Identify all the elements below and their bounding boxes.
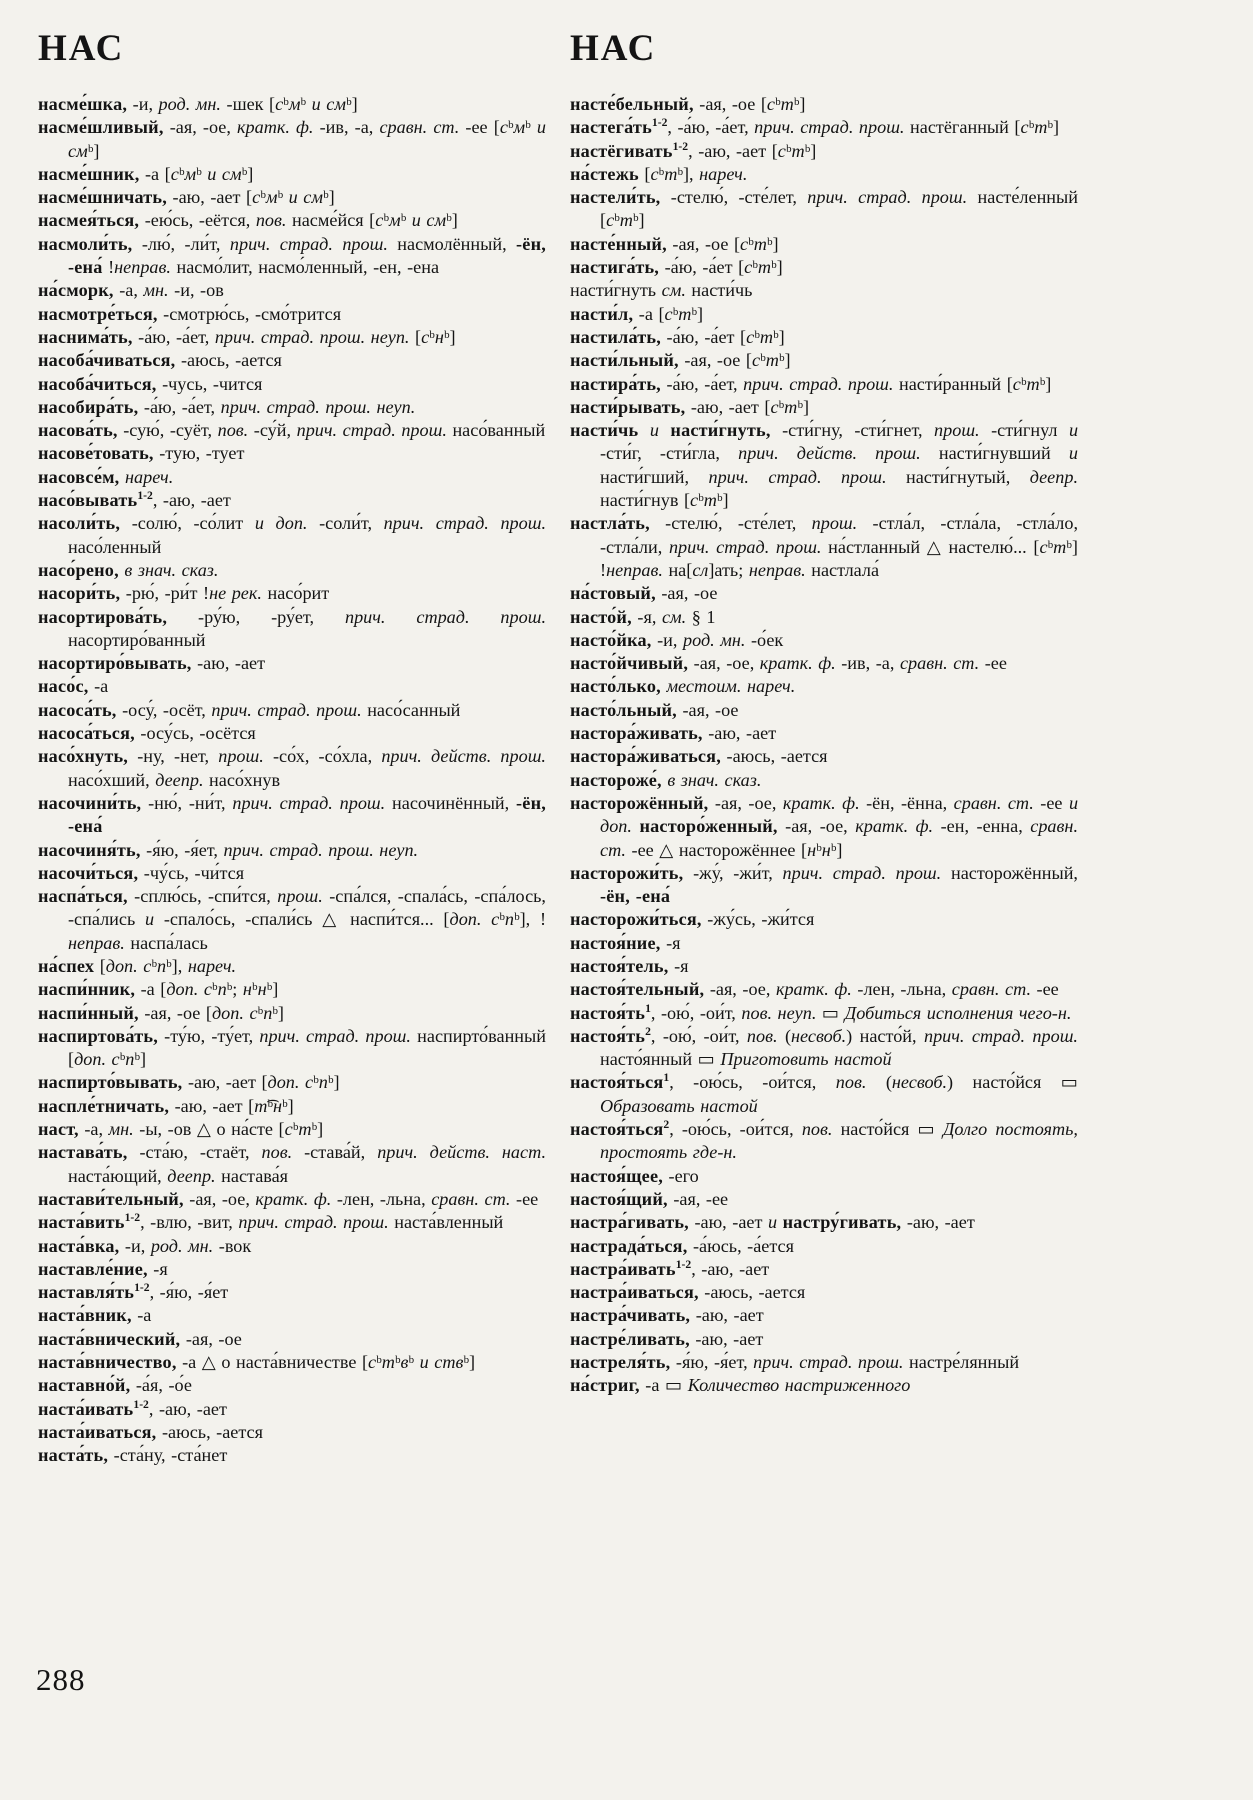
dictionary-entry: насто́льный, -ая, -ое (570, 699, 739, 720)
dictionary-entry: наспле́тничать, -аю, -ает [т͡ᵇнᵇ] (38, 1095, 294, 1116)
dictionary-entry: настава́ть, -ста́ю, -стаёт, пов. -става́й, прич. действ. наст. наста́ющий, деепр. настава́я (38, 1142, 546, 1186)
dictionary-entry: настоя́ться$^1$, -ою́сь, -ои́тся, пов. (несвоб.) насто́йся ▭ Образовать настой (570, 1071, 1078, 1116)
dictionary-entry: настоя́ние, -я (570, 932, 681, 953)
dictionary-entry: настла́ть, -стелю́, -сте́лет, прош. -стла́л, -стла́ла, -стла́ло, -стла́ли, прич. страд. прош. на́стланный △ настелю́... [сᵇтᵇ] !неправ. на[сл]ать; неправ. настлала́ (570, 513, 1078, 580)
dictionary-entry: насова́ть, -сую́, -суёт, пов. -су́й, прич. страд. прош. насо́ванный (38, 420, 546, 441)
dictionary-entry: насоса́ть, -осу́, -осёт, прич. страд. прош. насо́санный (38, 699, 461, 720)
dictionary-entry: насти́чь и насти́гнуть, -сти́гну, -сти́гнет, прош. -сти́гнул и -сти́г, -сти́гла, прич. действ. прош. насти́гнувший и насти́гший, прич. страд. прош. насти́гнутый, деепр. насти́гнув [сᵇтᵇ] (570, 420, 1079, 511)
dictionary-entry: насмея́ться, -ею́сь, -еётся, пов. насме́йся [сᵇмᵇ и смᵇ] (38, 210, 458, 231)
dictionary-entry: насоса́ться, -осу́сь, -осётся (38, 723, 256, 744)
dictionary-entry: наста́внический, -ая, -ое (38, 1328, 242, 1349)
dictionary-entry: наспа́ться, -сплю́сь, -спи́тся, прош. -спа́лся, -спала́сь, -спа́лось, -спа́лись и -спало́сь, -спали́сь △ наспи́тся... [доп. сᵇпᵇ], !неправ. наспа́лась (38, 886, 547, 953)
dictionary-entry: наспи́нный, -ая, -ое [доп. сᵇпᵇ] (38, 1002, 284, 1023)
dictionary-entry: насте́нный, -ая, -ое [сᵇтᵇ] (570, 233, 779, 254)
dictionary-entry: настра́гивать, -аю, -ает и настру́гивать, -аю, -ает (570, 1212, 975, 1233)
column-header-left: НАС (38, 28, 125, 69)
dictionary-entry: насто́лько, местоим. нареч. (570, 676, 796, 697)
entries-list-left (38, 93, 546, 1468)
dictionary-entry: на́стежь [сᵇтᵇ], нареч. (570, 163, 748, 184)
dictionary-entry: $настега́ть^{1-2}$, -а́ю, -а́ет, прич. страд. прош. настёганный [сᵇтᵇ] (570, 116, 1060, 138)
dictionary-entry: настре́ливать, -аю, -ает (570, 1328, 764, 1349)
dictionary-entry: насто́й, -я, см. § 1 (570, 606, 716, 627)
dictionary-entry: наснима́ть, -а́ю, -а́ет, прич. страд. прош. неуп. [сᵇнᵇ] (38, 326, 456, 347)
dictionary-entry: насо́хнуть, -ну, -нет, прош. -со́х, -со́хла, прич. действ. прош. насо́хший, деепр. насо́хнув (38, 746, 546, 790)
dictionary-entry: насочини́ть, -ню́, -ни́т, прич. страд. прош. насочинённый, -ён, -ена́ (38, 792, 547, 837)
dictionary-entry: настели́ть, -стелю́, -сте́лет, прич. страд. прош. насте́ленный [сᵇтᵇ] (570, 187, 1078, 231)
dictionary-entry: насторожи́ться, -жу́сь, -жи́тся (570, 909, 815, 930)
dictionary-entry: насмотре́ться, -смотрю́сь, -смо́трится (38, 303, 342, 324)
dictionary-entry: настёгивать$^{1-2}$, -аю, -ает [сᵇтᵇ] (570, 139, 817, 161)
dictionary-entry: насти́рывать, -аю, -ает [сᵇтᵇ] (570, 396, 809, 417)
dictionary-entry: насортирова́ть, -ру́ю, -ру́ет, прич. страд. прош. насортиро́ванный (38, 606, 546, 650)
dictionary-entry: наста́иваться, -аюсь, -ается (38, 1421, 263, 1442)
dictionary-entry: настора́живать, -аю, -ает (570, 723, 777, 744)
dictionary-entry: насме́шливый, -ая, -ое, кратк. ф. -ив, -а, сравн. ст. -ее [сᵇмᵇ и смᵇ] (38, 117, 546, 161)
dictionary-entry: настила́ть, -а́ю, -а́ет [сᵇтᵇ] (570, 326, 785, 347)
dictionary-entry: насме́шник, -а [сᵇмᵇ и смᵇ] (38, 163, 254, 184)
dictionary-entry: настоя́тельный, -ая, -ое, кратк. ф. -лен, -льна, сравн. ст. -ее (570, 979, 1059, 1000)
dictionary-entry: насо́рено, в знач. сказ. (38, 559, 219, 580)
dictionary-entry: на́стовый, -ая, -ое (570, 583, 718, 604)
dictionary-entry: насторожи́ть, -жу́, -жи́т, прич. страд. прош. насторожённый, -ён, -ена́ (570, 862, 1078, 907)
dictionary-entry: настира́ть, -а́ю, -а́ет, прич. страд. прош. насти́ранный [сᵇтᵇ] (570, 373, 1052, 394)
dictionary-entry: насори́ть, -рю́, -ри́т !не рек. насо́рит (38, 583, 330, 604)
dictionary-entry: насортиро́вывать, -аю, -ает (38, 653, 266, 674)
dictionary-entry: $настоя́ть^1$, -ою́, -ои́т, пов. неуп. ▭ Добиться исполнения чего-н. (570, 1001, 1072, 1023)
dictionary-entry: настоя́щий, -ая, -ее (570, 1188, 729, 1209)
dictionary-entry: наста́вничество, -а △ о наста́вничестве [сᵇтᵇвᵇ и ствᵇ] (38, 1352, 476, 1373)
dictionary-entry: насти́л, -а [сᵇтᵇ] (570, 303, 704, 324)
dictionary-entry: насо́вывать$^{1-2}$, -аю, -ает (38, 488, 231, 511)
dictionary-entry: насте́бельный, -ая, -ое [сᵇтᵇ] (570, 94, 806, 114)
dictionary-entry: насочи́ться, -чу́сь, -чи́тся (38, 862, 245, 883)
dictionary-entry: настра́иваться, -аюсь, -ается (570, 1282, 806, 1303)
dictionary-entry: наста́вка, -и, род. мн. -вок (38, 1235, 252, 1256)
dictionary-entry: настави́тельный, -ая, -ое, кратк. ф. -лен, -льна, сравн. ст. -ее (38, 1188, 539, 1209)
dictionary-entry: насоба́чиваться, -аюсь, -ается (38, 350, 282, 371)
dictionary-entry: на́спех [доп. сᵇпᵇ], нареч. (38, 955, 237, 976)
dictionary-entry: насове́товать, -тую, -тует (38, 443, 245, 464)
dictionary-entry: настоя́ться$^2$, -ою́сь, -ои́тся, пов. насто́йся ▭ Долго постоять, простоять где-н. (570, 1118, 1078, 1163)
dictionary-entry: наставно́й, -а́я, -о́е (38, 1375, 192, 1396)
dictionary-entry: настра́чивать, -аю, -ает (570, 1305, 764, 1326)
dictionary-entry: насочиня́ть, -я́ю, -я́ет, прич. страд. прош. неуп. (38, 839, 419, 860)
dictionary-entry: настора́живаться, -аюсь, -ается (570, 746, 828, 767)
dictionary-entry: настреля́ть, -я́ю, -я́ет, прич. страд. прош. настре́лянный (570, 1352, 1020, 1373)
dictionary-entry: наст, -а, мн. -ы, -ов △ о на́сте [сᵇтᵇ] (38, 1119, 324, 1140)
column-right (570, 30, 1078, 1468)
dictionary-entry: насторожённый, -ая, -ое, кратк. ф. -ён, -ённа, сравн. ст. -ее и доп. насторо́женный, -ая, -ое, кратк. ф. -ен, -енна, сравн. ст. -ее △ насторожённее [нᵇнᵇ] (570, 792, 1079, 860)
dictionary-entry: наспирто́вывать, -аю, -ает [доп. сᵇпᵇ] (38, 1072, 340, 1093)
dictionary-entry: насмоли́ть, -лю́, -ли́т, прич. страд. прош. насмолённый, -ён, -ена́ !неправ. насмо́лит, насмо́ленный, -ен, -ена (38, 233, 547, 278)
dictionary-entry: насобира́ть, -а́ю, -а́ет, прич. страд. прош. неуп. (38, 396, 416, 417)
dictionary-entry: наста́вник, -а (38, 1305, 152, 1326)
dictionary-entry: насти́гнуть см. насти́чь (570, 280, 753, 301)
dictionary-entry: наставле́ние, -я (38, 1258, 168, 1279)
dictionary-entry: настрада́ться, -а́юсь, -а́ется (570, 1235, 794, 1256)
dictionary-entry: насовсе́м, нареч. (38, 466, 174, 487)
page-number: 288 (36, 1662, 86, 1697)
dictionary-entry: настоя́тель, -я (570, 955, 689, 976)
dictionary-entry: насме́шничать, -аю, -ает [сᵇмᵇ и смᵇ] (38, 187, 335, 208)
dictionary-entry: настра́ивать$^{1-2}$, -аю, -ает (570, 1257, 770, 1279)
dictionary-entry: настига́ть, -а́ю, -а́ет [сᵇтᵇ] (570, 257, 783, 278)
column-header-right: НАС (570, 28, 657, 69)
dictionary-entry: насо́с, -а (38, 676, 109, 697)
dictionary-entry: наста́вить$^{1-2}$, -влю, -вит, прич. страд. прош. наста́вленный (38, 1211, 504, 1233)
entries-list-right (570, 93, 1078, 1398)
dictionary-entry: $наставля́ть^{1-2}$, -я́ю, -я́ет (38, 1281, 229, 1303)
column-left (38, 30, 546, 1468)
dictionary-entry: насоли́ть, -солю́, -со́лит и доп. -соли́т, прич. страд. прош. насо́ленный (38, 513, 546, 557)
dictionary-entry: на́стриг, -а ▭ Количество настриженного (570, 1375, 911, 1396)
dictionary-entry: насоба́читься, -чусь, -чится (38, 373, 263, 394)
dictionary-entry: насто́йка, -и, род. мн. -о́ек (570, 629, 784, 650)
dictionary-entry: настоя́щее, -его (570, 1165, 699, 1186)
dictionary-entry: наспиртова́ть, -ту́ю, -ту́ет, прич. страд. прош. наспирто́ванный [доп. сᵇпᵇ] (38, 1025, 546, 1070)
dictionary-entry: на́сморк, -а, мн. -и, -ов (38, 280, 224, 301)
dictionary-entry: $настоя́ть^2$, -ою́, -ои́т, пов. (несвоб.) насто́й, прич. страд. прош. насто́янный ▭ Приготовить настой (570, 1024, 1078, 1070)
dictionary-entry: насто́йчивый, -ая, -ое, кратк. ф. -ив, -а, сравн. ст. -ее (570, 653, 1007, 674)
dictionary-entry: наспи́нник, -а [доп. сᵇпᵇ; нᵇнᵇ] (38, 979, 279, 1000)
dictionary-entry: настороже́, в знач. сказ. (570, 769, 762, 790)
dictionary-entry: наста́ть, -ста́ну, -ста́нет (38, 1445, 228, 1466)
dictionary-entry: наста́ивать$^{1-2}$, -аю, -ает (38, 1397, 227, 1419)
dictionary-entry: насме́шка, -и, род. мн. -шек [сᵇмᵇ и смᵇ] (38, 94, 358, 114)
dictionary-entry: насти́льный, -ая, -ое [сᵇтᵇ] (570, 350, 791, 371)
